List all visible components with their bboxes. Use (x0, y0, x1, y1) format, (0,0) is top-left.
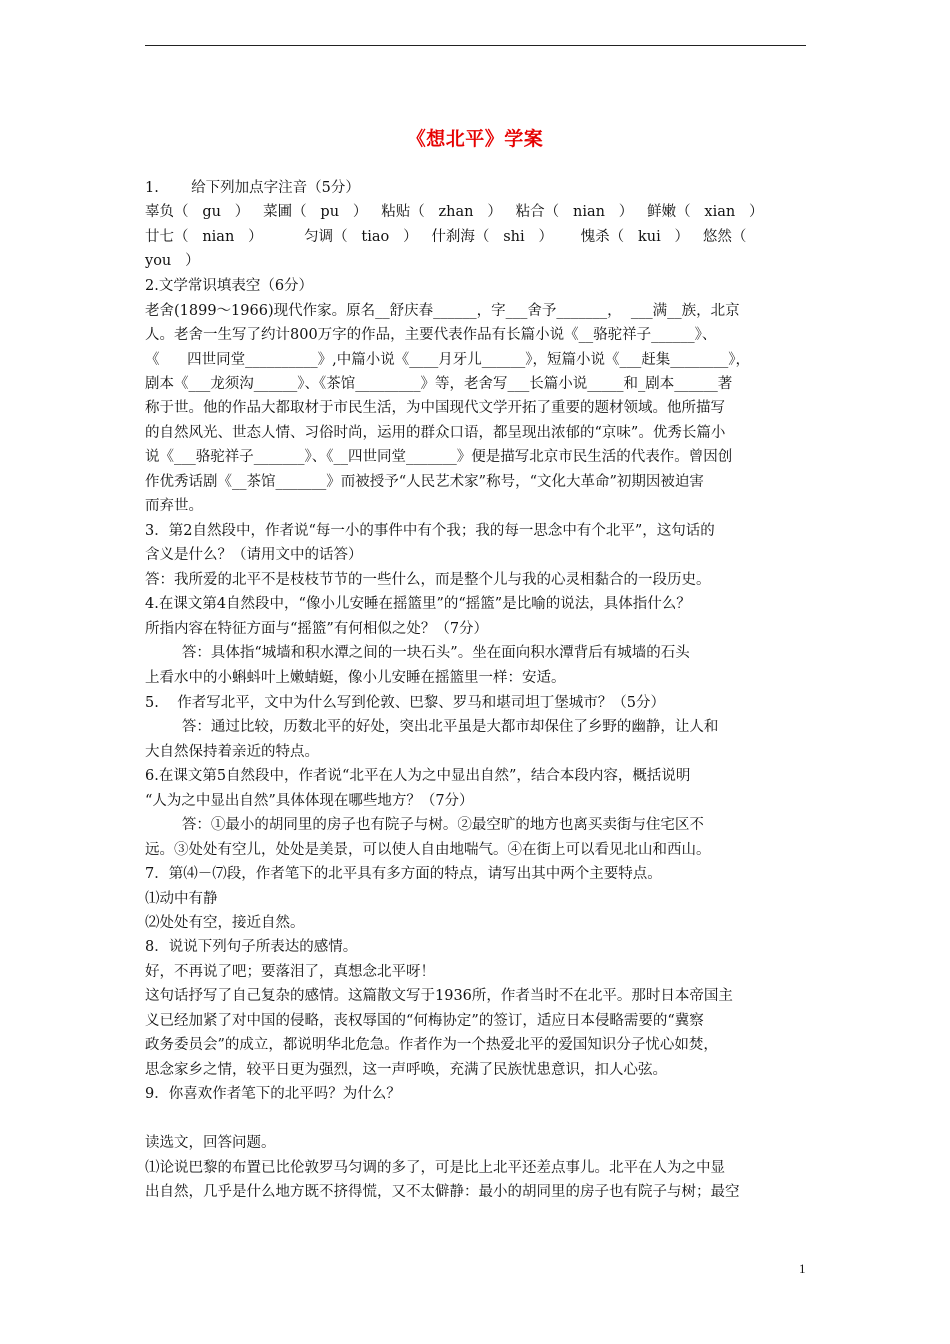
text-line: 答：我所爱的北平不是枝枝节节的一些什么，而是整个儿与我的心灵相黏合的一段历史。 (145, 572, 711, 588)
text-line: 3．第2自然段中，作者说“每一小的事件中有个我；我的每一思念中有个北平”，这句话的 (145, 523, 715, 539)
text-line: 所指内容在特征方面与“摇篮”有何相似之处？（7分） (145, 621, 489, 637)
text-line: 作优秀话剧《__茶馆_______》而被授予“人民艺术家”称号，“文化大革命”初期因被迫害 (145, 474, 704, 490)
text-line: 5. 作者写北平，文中为什么写到伦敦、巴黎、罗马和堪司坦丁堡城市？（5分） (145, 695, 665, 711)
text-line: 上看水中的小蝌蚪叶上嫩蜻蜓，像小儿安睡在摇篮里一样：安适。 (145, 670, 566, 686)
page-number: 1 (799, 1261, 806, 1276)
text-line: 2.文学常识填表空（6分） (145, 278, 314, 294)
text-line: 思念家乡之情，较平日更为强烈，这一声呼唤，充满了民族忧患意识，扣人心弦。 (145, 1062, 667, 1078)
text-line: 4.在课文第4自然段中，“像小儿安睡在摇篮里”的“摇篮”是比喻的说法，具体指什么？ (145, 596, 691, 612)
text-line: ⑴论说巴黎的布置已比伦敦罗马匀调的多了，可是比上北平还差点事儿。北平在人为之中显 (145, 1160, 725, 1176)
text-line: 而弃世。 (145, 498, 203, 514)
text-line: ⑵处处有空，接近自然。 (145, 915, 305, 931)
text-line: 称于世。他的作品大都取材于市民生活，为中国现代文学开拓了重要的题材领域。他所描写 (145, 400, 725, 416)
text-line: 人。老舍一生写了约计800万字的作品，主要代表作品有长篇小说《__骆驼祥子______》、 (145, 327, 717, 343)
page-title: 《想北平》学案 (406, 128, 544, 150)
text-line: 剧本《___龙须沟______》、《茶馆_________》等，老舍写___长篇小说_____和_剧本______著 (145, 376, 733, 392)
text-line: 《 四世同堂__________》,中篇小说《____月牙儿______》，短篇小说《___赶集________》， (145, 352, 751, 368)
text-line: 好，不再说了吧；要落泪了，真想念北平呀！ (145, 964, 435, 980)
text-line: 政务委员会”的成立，都说明华北危急。作者作为一个热爱北平的爱国知识分子忧心如焚， (145, 1037, 718, 1053)
text-line: 6.在课文第5自然段中，作者说“北平在人为之中显出自然”，结合本段内容，概括说明 (145, 768, 691, 784)
text-line: 大自然保持着亲近的特点。 (145, 744, 319, 760)
text-line: 读选文，回答问题。 (145, 1135, 276, 1151)
text-line: 义已经加紧了对中国的侵略，丧权辱国的“何梅协定”的签订，适应日本侵略需要的“冀察 (145, 1013, 704, 1029)
text-line: 9．你喜欢作者笔下的北平吗？为什么？ (145, 1086, 401, 1102)
text-line: ⑴动中有静 (145, 891, 218, 907)
text-line: 廿七（ nian ） 匀调（ tiao ） 什刹海（ shi ） 愧杀（ kui ） 悠然（ (145, 229, 747, 245)
text-line: 含义是什么？（请用文中的话答） (145, 547, 363, 563)
text-line: 8．说说下列句子所表达的感情。 (145, 939, 358, 955)
text-line: “人为之中显出自然”具体体现在哪些地方？（7分） (145, 793, 474, 809)
text-line: 1. 给下列加点字注音（5分） (145, 180, 360, 196)
header-rule (145, 45, 806, 46)
text-line: 答：具体指“城墙和积水潭之间的一块石头”。坐在面向积水潭背后有城墙的石头 (145, 645, 690, 661)
text-line: 老舍(1899～1966)现代作家。原名__舒庆春______，字___舍予_______， ___满__族，北京 (145, 303, 740, 319)
text-line: 出自然，几乎是什么地方既不挤得慌，又不太僻静：最小的胡同里的房子也有院子与树；最空 (145, 1184, 740, 1200)
text-line: 这句话抒写了自己复杂的感情。这篇散文写于1936所，作者当时不在北平。那时日本帝国主 (145, 988, 733, 1004)
text-line: 说《___骆驼祥子_______》、《__四世同堂_______》便是描写北京市民生活的代表作。曾因创 (145, 449, 733, 465)
text-line: 远。③处处有空儿，处处是美景，可以使人自由地喘气。④在街上可以看见北山和西山。 (145, 842, 711, 858)
text-line: 答：①最小的胡同里的房子也有院子与树。②最空旷的地方也离买卖街与住宅区不 (145, 817, 704, 833)
text-line: 答：通过比较，历数北平的好处，突出北平虽是大都市却保住了乡野的幽静，让人和 (145, 719, 719, 735)
text-line: 7．第⑷－⑺段，作者笔下的北平具有多方面的特点，请写出其中两个主要特点。 (145, 866, 662, 882)
text-line: you ） (145, 253, 200, 269)
text-line: 辜负（ gu ） 菜圃（ pu ） 粘贴（ zhan ） 粘合（ nian ） 鲜嫩（ xian ） (145, 204, 764, 220)
text-line: 的自然风光、世态人情、习俗时尚，运用的群众口语，都呈现出浓郁的“京味”。优秀长篇小 (145, 425, 726, 441)
